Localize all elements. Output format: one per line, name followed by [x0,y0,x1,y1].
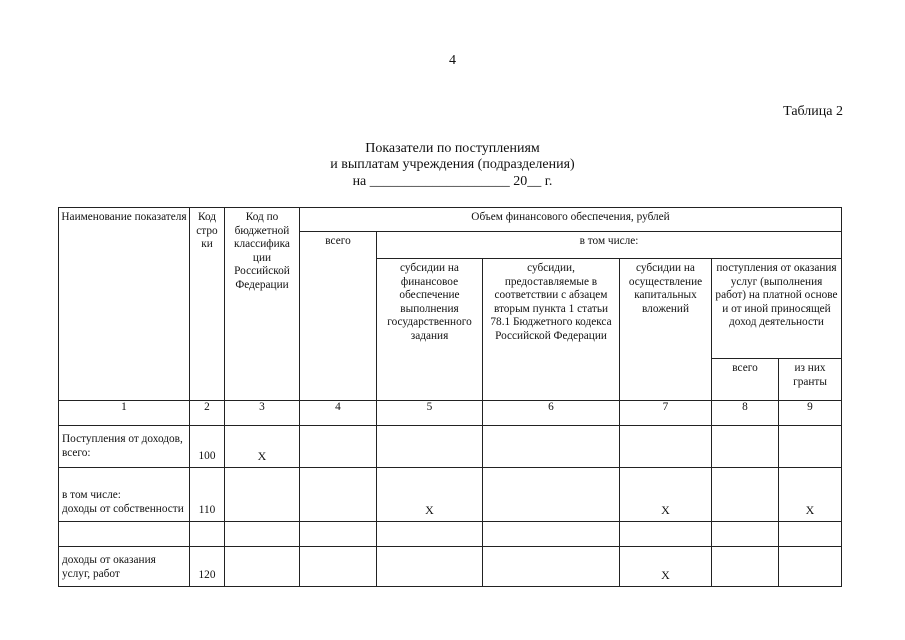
row-code-text: 120 [198,568,216,581]
row-cell [225,468,300,522]
header-including-text: в том числе: [579,235,639,247]
row-cell [377,547,483,587]
row-cell [225,522,300,547]
row-cell [225,547,300,587]
row-code [190,426,225,468]
table-title-line-2: и выплатам учреждения (подразделения) [330,157,575,172]
column-number: 8 [712,401,779,426]
cell-mark: X [661,502,670,517]
table-row [59,522,842,547]
row-cell [620,426,712,468]
header-budget-code [225,208,300,401]
row-name: Поступления от доходов, всего: [59,426,190,468]
row-cell [483,522,620,547]
header-volume-text: Объем финансового обеспечения, рублей [471,211,670,223]
column-number: 7 [620,401,712,426]
header-subsidy-78-1 [483,259,620,401]
header-paid-total [712,359,779,401]
page-number: 4 [449,53,456,68]
row-cell [712,547,779,587]
row-cell [300,547,377,587]
column-number: 4 [300,401,377,426]
header-name [59,208,190,401]
row-cell [620,522,712,547]
header-row-code-text: Код стро ки [196,211,218,250]
cell-mark: X [661,567,670,582]
row-cell [620,547,712,587]
row-code-text: 110 [198,503,216,516]
header-total-text: всего [325,235,351,247]
row-code [190,547,225,587]
cell-mark: X [805,502,815,517]
column-number: 3 [225,401,300,426]
row-cell [225,426,300,468]
row-cell [712,522,779,547]
header-paid-total-text: всего [732,362,758,374]
header-paid-services [712,259,842,359]
row-name: в том числе: доходы от собственности [59,468,190,522]
header-paid-services-text: поступления от оказания услуг (выполнения работ) на платной основе и от иной приносящей доход деятельности [715,262,838,328]
row-cell [300,522,377,547]
indicators-table [58,207,842,587]
table-title-line-1: Показатели по поступлениям [365,141,540,156]
row-cell [483,468,620,522]
header-subsidy-capital-text: субсидии на осуществление капитальных вложений [628,262,703,315]
header-budget-code-text: Код по бюджетной классифика ции Российской Федерации [234,211,290,291]
header-subsidy-state-task [377,259,483,401]
row-cell [712,426,779,468]
column-number-row [59,401,842,426]
row-code [190,522,225,547]
cell-mark: X [257,448,267,463]
row-code [190,468,225,522]
row-cell [779,522,842,547]
column-number: 9 [779,401,842,426]
header-volume [300,208,842,232]
column-number: 1 [59,401,190,426]
column-number: 6 [483,401,620,426]
row-cell [483,547,620,587]
row-cell [712,468,779,522]
header-subsidy-78-1-text: субсидии, предоставляемые в соответствии с абзацем вторым пункта 1 статьи 78.1 Бюджетного кодекса Российской Федерации [490,262,612,342]
header-paid-grants [779,359,842,401]
header-row-code [190,208,225,401]
row-code-text: 100 [198,449,216,462]
table-label: Таблица 2 [783,104,843,119]
header-subsidy-capital [620,259,712,401]
header-name-text: Наименование показателя [61,211,187,223]
row-cell [620,468,712,522]
row-cell [483,426,620,468]
header-total [300,232,377,401]
header-paid-grants-text: из них гранты [793,362,827,388]
row-cell [300,468,377,522]
row-cell [300,426,377,468]
row-cell [377,426,483,468]
row-cell [779,426,842,468]
column-number: 2 [190,401,225,426]
row-cell [779,468,842,522]
header-including [377,232,842,259]
cell-mark: X [425,502,434,517]
row-name [59,522,190,547]
table-title-line-3: на ____________________ 20__ г. [352,174,553,189]
table-row [59,426,842,468]
row-cell [377,468,483,522]
table-row [59,547,842,587]
table-row [59,468,842,522]
column-number: 5 [377,401,483,426]
row-cell [377,522,483,547]
row-cell [779,547,842,587]
row-name: доходы от оказания услуг, работ [59,547,190,587]
header-subsidy-state-task-text: субсидии на финансовое обеспечение выполнения государственного задания [387,262,472,342]
